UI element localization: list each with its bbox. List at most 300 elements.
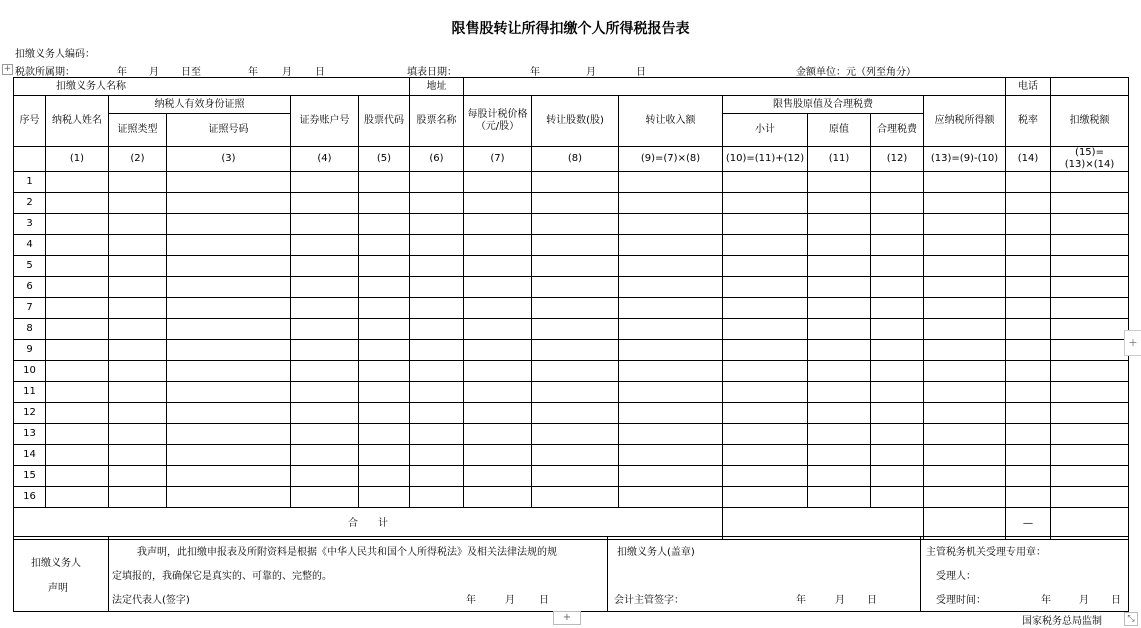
table-cell[interactable] [808,487,871,508]
table-cell[interactable] [291,382,359,403]
table-cell[interactable] [359,214,410,235]
table-cell[interactable] [46,403,109,424]
fill-date-month: 月 [586,67,596,78]
table-cell[interactable] [167,340,291,361]
formula-cell: (8) [532,147,619,172]
table-cell[interactable] [924,277,1006,298]
table-cell[interactable] [619,319,723,340]
table-cell[interactable] [924,445,1006,466]
total-rate: — [1006,508,1051,540]
table-cell[interactable] [532,277,619,298]
table-cell[interactable] [723,382,808,403]
table-cell[interactable] [532,235,619,256]
table-cell[interactable] [1006,319,1051,340]
table-cell[interactable] [619,424,723,445]
table-cell[interactable] [291,487,359,508]
table-cell[interactable] [464,466,532,487]
table-cell[interactable] [924,424,1006,445]
table-cell[interactable] [359,277,410,298]
table-cell[interactable] [167,193,291,214]
row-number: 6 [14,277,46,298]
table-cell[interactable] [723,214,808,235]
table-cell[interactable] [167,487,291,508]
table-cell[interactable] [464,403,532,424]
table-cell[interactable] [808,298,871,319]
table-cell[interactable] [109,256,167,277]
table-cell[interactable] [359,298,410,319]
table-move-handle[interactable]: + [3,64,12,74]
footer-supervisor: 国家税务总局监制 [1022,616,1102,627]
table-cell[interactable] [359,361,410,382]
table-cell[interactable] [723,193,808,214]
table-cell[interactable] [291,340,359,361]
col-fees: 合理税费 [871,114,924,147]
table-cell[interactable] [46,277,109,298]
table-cell[interactable] [924,361,1006,382]
table-cell[interactable] [871,424,924,445]
table-cell[interactable] [1051,466,1129,487]
table-cell[interactable] [808,361,871,382]
table-cell[interactable] [871,466,924,487]
table-cell[interactable] [619,361,723,382]
table-cell[interactable] [808,466,871,487]
period-end-year: 年 [248,67,258,78]
table-cell[interactable] [723,424,808,445]
table-cell[interactable] [723,445,808,466]
table-cell[interactable] [924,256,1006,277]
table-cell[interactable] [46,214,109,235]
table-cell[interactable] [359,193,410,214]
table-cell[interactable] [410,256,464,277]
table-cell[interactable] [1051,277,1129,298]
table-cell[interactable] [464,487,532,508]
table-cell[interactable] [410,172,464,193]
row-number: 12 [14,403,46,424]
table-cell[interactable] [532,193,619,214]
table-cell[interactable] [924,466,1006,487]
report-table [13,77,1129,540]
table-cell[interactable] [1051,172,1129,193]
table-cell[interactable] [808,424,871,445]
table-cell[interactable] [410,487,464,508]
col-cost-group: 限售股原值及合理税费 [723,96,924,114]
tax-office-seal: 主管税务机关受理专用章： [926,547,1046,558]
table-cell[interactable] [109,382,167,403]
table-cell[interactable] [924,214,1006,235]
table-cell[interactable] [291,361,359,382]
fill-date-label: 填表日期： [407,67,457,78]
accountant-day: 日 [867,595,877,606]
resize-handle-icon[interactable]: ⤡ [1124,612,1138,626]
table-cell[interactable] [46,172,109,193]
table-cell[interactable] [871,445,924,466]
table-cell[interactable] [871,319,924,340]
table-row [14,256,1129,277]
table-cell[interactable] [1006,382,1051,403]
table-cell[interactable] [723,256,808,277]
table-cell[interactable] [167,319,291,340]
period-start-month: 月 [149,67,159,78]
table-cell[interactable] [1006,340,1051,361]
table-row [14,193,1129,214]
table-cell[interactable] [1051,256,1129,277]
table-cell[interactable] [410,235,464,256]
table-cell[interactable] [1051,361,1129,382]
row-number: 5 [14,256,46,277]
table-cell[interactable] [46,445,109,466]
table-cell[interactable] [808,403,871,424]
table-cell[interactable] [1006,445,1051,466]
table-cell[interactable] [871,298,924,319]
table-cell[interactable] [619,172,723,193]
table-cell[interactable] [109,487,167,508]
table-cell[interactable] [410,361,464,382]
table-cell[interactable] [871,361,924,382]
table-cell[interactable] [46,487,109,508]
table-cell[interactable] [532,214,619,235]
total-withheld[interactable] [1051,508,1129,540]
table-cell[interactable] [532,445,619,466]
table-cell[interactable] [871,235,924,256]
declaration-text-1: 我声明，此扣缴申报表及所附资料是根据《中华人民共和国个人所得税法》及相关法律法规的规 [137,547,557,558]
table-cell[interactable] [808,445,871,466]
withholder-seal: 扣缴义务人(盖章) [617,547,695,558]
table-cell[interactable] [359,172,410,193]
table-cell[interactable] [359,256,410,277]
table-cell[interactable] [808,277,871,298]
table-cell[interactable] [167,277,291,298]
table-cell[interactable] [167,172,291,193]
table-cell[interactable] [871,487,924,508]
table-cell[interactable] [808,172,871,193]
table-cell[interactable] [1006,256,1051,277]
col-subtotal: 小计 [723,114,808,147]
amount-unit-label: 金额单位：元（列至角分） [796,67,916,78]
table-cell[interactable] [464,172,532,193]
phone-value[interactable] [1051,78,1129,96]
formula-cell: (14) [1006,147,1051,172]
table-row [14,487,1129,508]
table-cell[interactable] [1051,340,1129,361]
table-cell[interactable] [464,298,532,319]
table-cell[interactable] [1051,193,1129,214]
table-cell[interactable] [359,403,410,424]
table-cell[interactable] [359,445,410,466]
table-cell[interactable] [109,172,167,193]
table-cell[interactable] [808,319,871,340]
table-cell[interactable] [167,235,291,256]
table-cell[interactable] [167,298,291,319]
table-cell[interactable] [1006,214,1051,235]
table-cell[interactable] [167,214,291,235]
table-cell[interactable] [1006,172,1051,193]
table-cell[interactable] [1051,487,1129,508]
table-cell[interactable] [359,487,410,508]
table-cell[interactable] [532,319,619,340]
table-cell[interactable] [109,214,167,235]
table-cell[interactable] [1006,403,1051,424]
table-cell[interactable] [924,382,1006,403]
table-cell[interactable] [291,193,359,214]
table-cell[interactable] [619,466,723,487]
total-taxable[interactable] [924,508,1006,540]
table-cell[interactable] [723,172,808,193]
table-cell[interactable] [291,445,359,466]
table-cell[interactable] [410,214,464,235]
formula-blank-cell [14,147,46,172]
table-cell[interactable] [109,403,167,424]
table-cell[interactable] [410,382,464,403]
table-cell[interactable] [46,424,109,445]
table-cell[interactable] [46,256,109,277]
accountant-month: 月 [835,595,845,606]
formula-cell: (13)=(9)-(10) [924,147,1006,172]
table-cell[interactable] [924,235,1006,256]
formula-cell: (12) [871,147,924,172]
table-cell[interactable] [1051,424,1129,445]
table-cell[interactable] [410,340,464,361]
add-row-button[interactable]: + [553,611,581,625]
table-cell[interactable] [410,403,464,424]
table-cell[interactable] [723,340,808,361]
table-cell[interactable] [1006,361,1051,382]
formula-cell: (5) [359,147,410,172]
table-cell[interactable] [291,214,359,235]
table-cell[interactable] [871,277,924,298]
table-cell[interactable] [871,382,924,403]
table-cell[interactable] [723,403,808,424]
table-cell[interactable] [291,172,359,193]
table-cell[interactable] [410,277,464,298]
col-taxpayer-name: 纳税人姓名 [46,96,109,147]
table-cell[interactable] [619,256,723,277]
table-cell[interactable] [46,319,109,340]
table-cell[interactable] [167,424,291,445]
table-cell[interactable] [924,487,1006,508]
table-cell[interactable] [1006,193,1051,214]
table-cell[interactable] [871,256,924,277]
period-end-day: 日 [315,67,325,78]
table-cell[interactable] [291,319,359,340]
table-cell[interactable] [46,298,109,319]
table-cell[interactable] [167,256,291,277]
table-cell[interactable] [464,340,532,361]
table-cell[interactable] [723,235,808,256]
table-cell[interactable] [1051,214,1129,235]
col-stock-name: 股票名称 [410,96,464,147]
table-cell[interactable] [723,298,808,319]
table-cell[interactable] [109,361,167,382]
table-cell[interactable] [291,277,359,298]
table-cell[interactable] [109,235,167,256]
table-cell[interactable] [109,319,167,340]
table-cell[interactable] [46,382,109,403]
row-number: 16 [14,487,46,508]
table-cell[interactable] [532,403,619,424]
formula-cell: (10)=(11)+(12) [723,147,808,172]
table-cell[interactable] [46,340,109,361]
phone-label: 电话 [1006,78,1051,96]
table-cell[interactable] [109,193,167,214]
row-number: 14 [14,445,46,466]
table-cell[interactable] [808,340,871,361]
table-cell[interactable] [619,382,723,403]
table-cell[interactable] [410,193,464,214]
table-cell[interactable] [1006,466,1051,487]
table-cell[interactable] [619,214,723,235]
table-cell[interactable] [532,466,619,487]
table-cell[interactable] [619,403,723,424]
table-cell[interactable] [871,193,924,214]
table-cell[interactable] [924,298,1006,319]
table-row [14,340,1129,361]
table-row [14,445,1129,466]
table-cell[interactable] [619,235,723,256]
row-number: 1 [14,172,46,193]
table-cell[interactable] [1051,235,1129,256]
col-withheld: 扣缴税额 [1051,96,1129,147]
table-cell[interactable] [109,445,167,466]
table-cell[interactable] [46,361,109,382]
table-cell[interactable] [109,298,167,319]
table-cell[interactable] [410,319,464,340]
table-cell[interactable] [871,214,924,235]
table-cell[interactable] [808,214,871,235]
period-start-day: 日至 [181,67,201,78]
table-cell[interactable] [359,466,410,487]
table-cell[interactable] [723,319,808,340]
table-cell[interactable] [46,193,109,214]
table-cell[interactable] [464,319,532,340]
table-cell[interactable] [359,340,410,361]
table-cell[interactable] [723,361,808,382]
table-cell[interactable] [1051,298,1129,319]
table-cell[interactable] [291,424,359,445]
table-cell[interactable] [359,382,410,403]
legal-rep-day: 日 [539,595,549,606]
table-cell[interactable] [359,319,410,340]
table-cell[interactable] [359,424,410,445]
table-cell[interactable] [532,298,619,319]
table-cell[interactable] [619,193,723,214]
total-cost[interactable] [723,508,924,540]
table-cell[interactable] [167,361,291,382]
table-cell[interactable] [532,361,619,382]
table-cell[interactable] [46,235,109,256]
table-cell[interactable] [808,256,871,277]
row-number: 13 [14,424,46,445]
table-cell[interactable] [464,424,532,445]
formula-row [14,147,1129,172]
table-cell[interactable] [464,361,532,382]
table-cell[interactable] [109,466,167,487]
table-cell[interactable] [46,466,109,487]
table-cell[interactable] [291,298,359,319]
table-cell[interactable] [924,172,1006,193]
table-cell[interactable] [924,340,1006,361]
table-cell[interactable] [359,235,410,256]
table-cell[interactable] [1006,277,1051,298]
table-cell[interactable] [464,235,532,256]
receive-year: 年 [1041,595,1051,606]
table-cell[interactable] [924,403,1006,424]
add-column-button[interactable]: + [1124,330,1141,356]
table-cell[interactable] [1051,382,1129,403]
table-cell[interactable] [808,193,871,214]
table-cell[interactable] [464,445,532,466]
table-cell[interactable] [808,235,871,256]
table-cell[interactable] [410,466,464,487]
table-cell[interactable] [871,172,924,193]
table-cell[interactable] [619,445,723,466]
table-cell[interactable] [619,298,723,319]
table-cell[interactable] [532,487,619,508]
table-cell[interactable] [464,214,532,235]
table-cell[interactable] [532,340,619,361]
table-cell[interactable] [167,382,291,403]
table-cell[interactable] [1006,235,1051,256]
table-cell[interactable] [109,340,167,361]
table-cell[interactable] [619,340,723,361]
table-cell[interactable] [808,382,871,403]
table-cell[interactable] [924,319,1006,340]
table-cell[interactable] [1051,319,1129,340]
table-cell[interactable] [532,382,619,403]
table-cell[interactable] [723,487,808,508]
table-cell[interactable] [167,445,291,466]
table-cell[interactable] [464,382,532,403]
withholder-name-label: 扣缴义务人名称 [14,78,410,96]
table-cell[interactable] [1006,424,1051,445]
table-cell[interactable] [871,340,924,361]
address-value[interactable] [464,78,1006,96]
table-cell[interactable] [167,466,291,487]
table-cell[interactable] [723,466,808,487]
col-seq: 序号 [14,96,46,147]
table-cell[interactable] [924,193,1006,214]
table-cell[interactable] [167,403,291,424]
table-cell[interactable] [109,277,167,298]
table-cell[interactable] [619,277,723,298]
table-cell[interactable] [619,487,723,508]
table-cell[interactable] [410,445,464,466]
table-cell[interactable] [109,424,167,445]
table-cell[interactable] [532,172,619,193]
withholder-code-label: 扣缴义务人编码： [15,49,95,60]
table-cell[interactable] [1051,403,1129,424]
table-cell[interactable] [464,193,532,214]
table-cell[interactable] [291,235,359,256]
table-cell[interactable] [1006,487,1051,508]
table-cell[interactable] [291,256,359,277]
table-cell[interactable] [532,424,619,445]
table-cell[interactable] [291,466,359,487]
row-number: 2 [14,193,46,214]
table-cell[interactable] [410,298,464,319]
declaration-table [13,536,1129,612]
table-cell[interactable] [410,424,464,445]
table-cell[interactable] [723,277,808,298]
table-cell[interactable] [532,256,619,277]
table-cell[interactable] [871,403,924,424]
table-cell[interactable] [1006,298,1051,319]
table-cell[interactable] [464,256,532,277]
table-cell[interactable] [464,277,532,298]
row-number: 4 [14,235,46,256]
table-row [14,214,1129,235]
table-cell[interactable] [1051,445,1129,466]
table-cell[interactable] [291,403,359,424]
